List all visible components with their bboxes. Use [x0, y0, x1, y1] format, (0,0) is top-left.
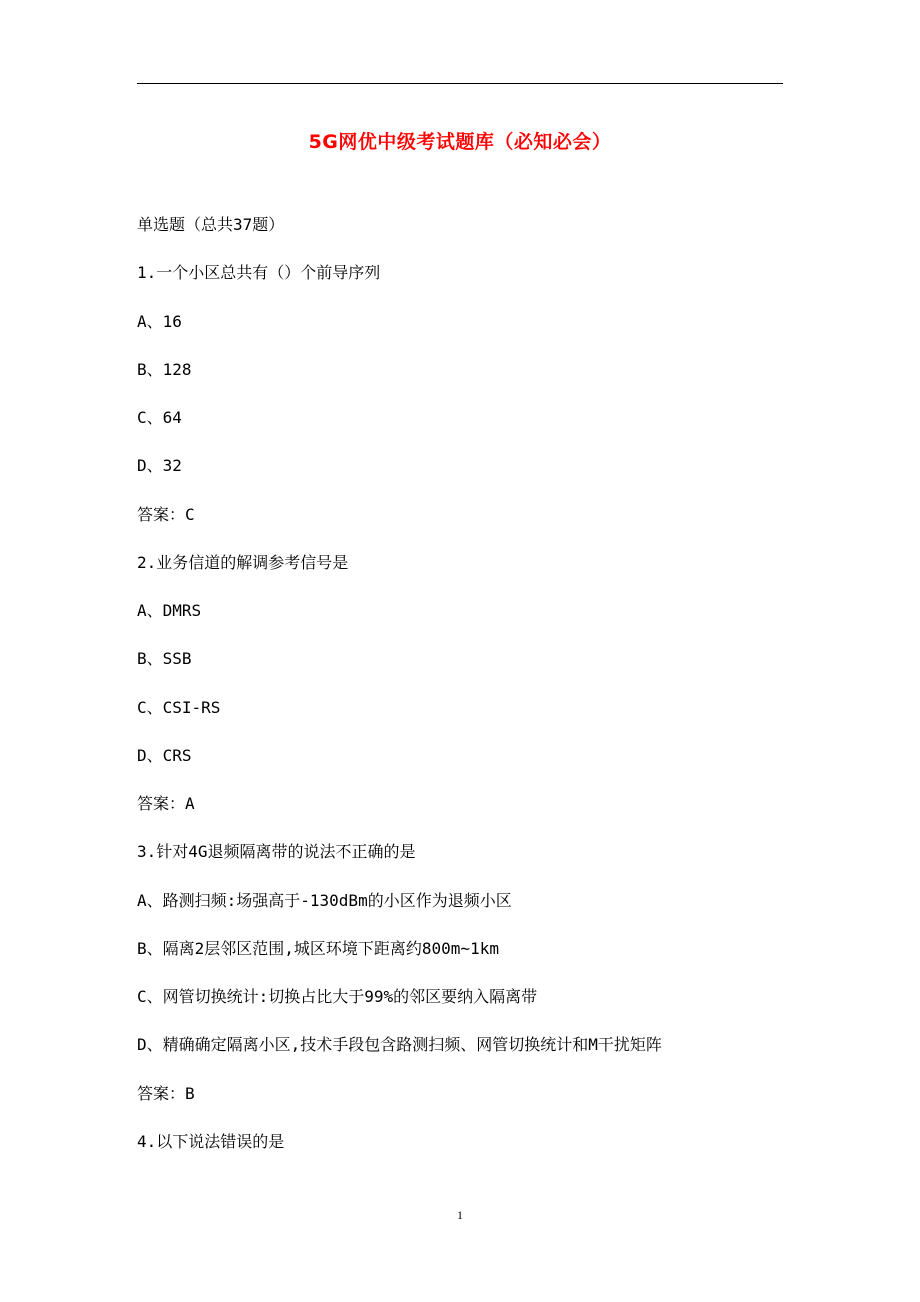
question-3-option-c: C、网管切换统计:切换占比大于99%的邻区要纳入隔离带: [137, 987, 538, 1006]
question-4-stem: 4.以下说法错误的是: [137, 1131, 285, 1151]
document-title: 5G网优中级考试题库（必知必会）: [308, 131, 612, 153]
question-2-stem: 2.业务信道的解调参考信号是: [137, 552, 349, 572]
question-1-option-d: D、32: [137, 456, 182, 476]
question-3-option-d: D、精确确定隔离小区,技术手段包含路测扫频、网管切换统计和M干扰矩阵: [137, 1035, 662, 1055]
question-2-option-a: A、DMRS: [137, 601, 202, 620]
question-2-option-c: C、CSI-RS: [137, 697, 221, 717]
question-1-option-a: A、16: [137, 311, 182, 331]
page-number: 1: [457, 1208, 463, 1222]
question-3-option-b: B、隔离2层邻区范围,城区环境下距离约800m~1km: [137, 938, 499, 958]
section-heading: 单选题（总共37题）: [137, 215, 285, 234]
question-3-option-a: A、路测扫频:场强高于-130dBm的小区作为退频小区: [137, 890, 512, 910]
header-rule: [137, 83, 783, 84]
question-2-option-d: D、CRS: [137, 745, 192, 765]
question-3-answer: 答案：B: [137, 1083, 195, 1103]
question-3-stem: 3.针对4G退频隔离带的说法不正确的是: [137, 842, 416, 862]
question-1-stem: 1.一个小区总共有（）个前导序列: [137, 263, 381, 283]
question-2-option-b: B、SSB: [137, 649, 192, 669]
document-body: [137, 212, 787, 1177]
question-1-option-c: C、64: [137, 408, 182, 427]
question-2-answer: 答案：A: [137, 794, 195, 813]
question-1-answer: 答案：C: [137, 504, 195, 524]
question-1-option-b: B、128: [137, 359, 192, 379]
